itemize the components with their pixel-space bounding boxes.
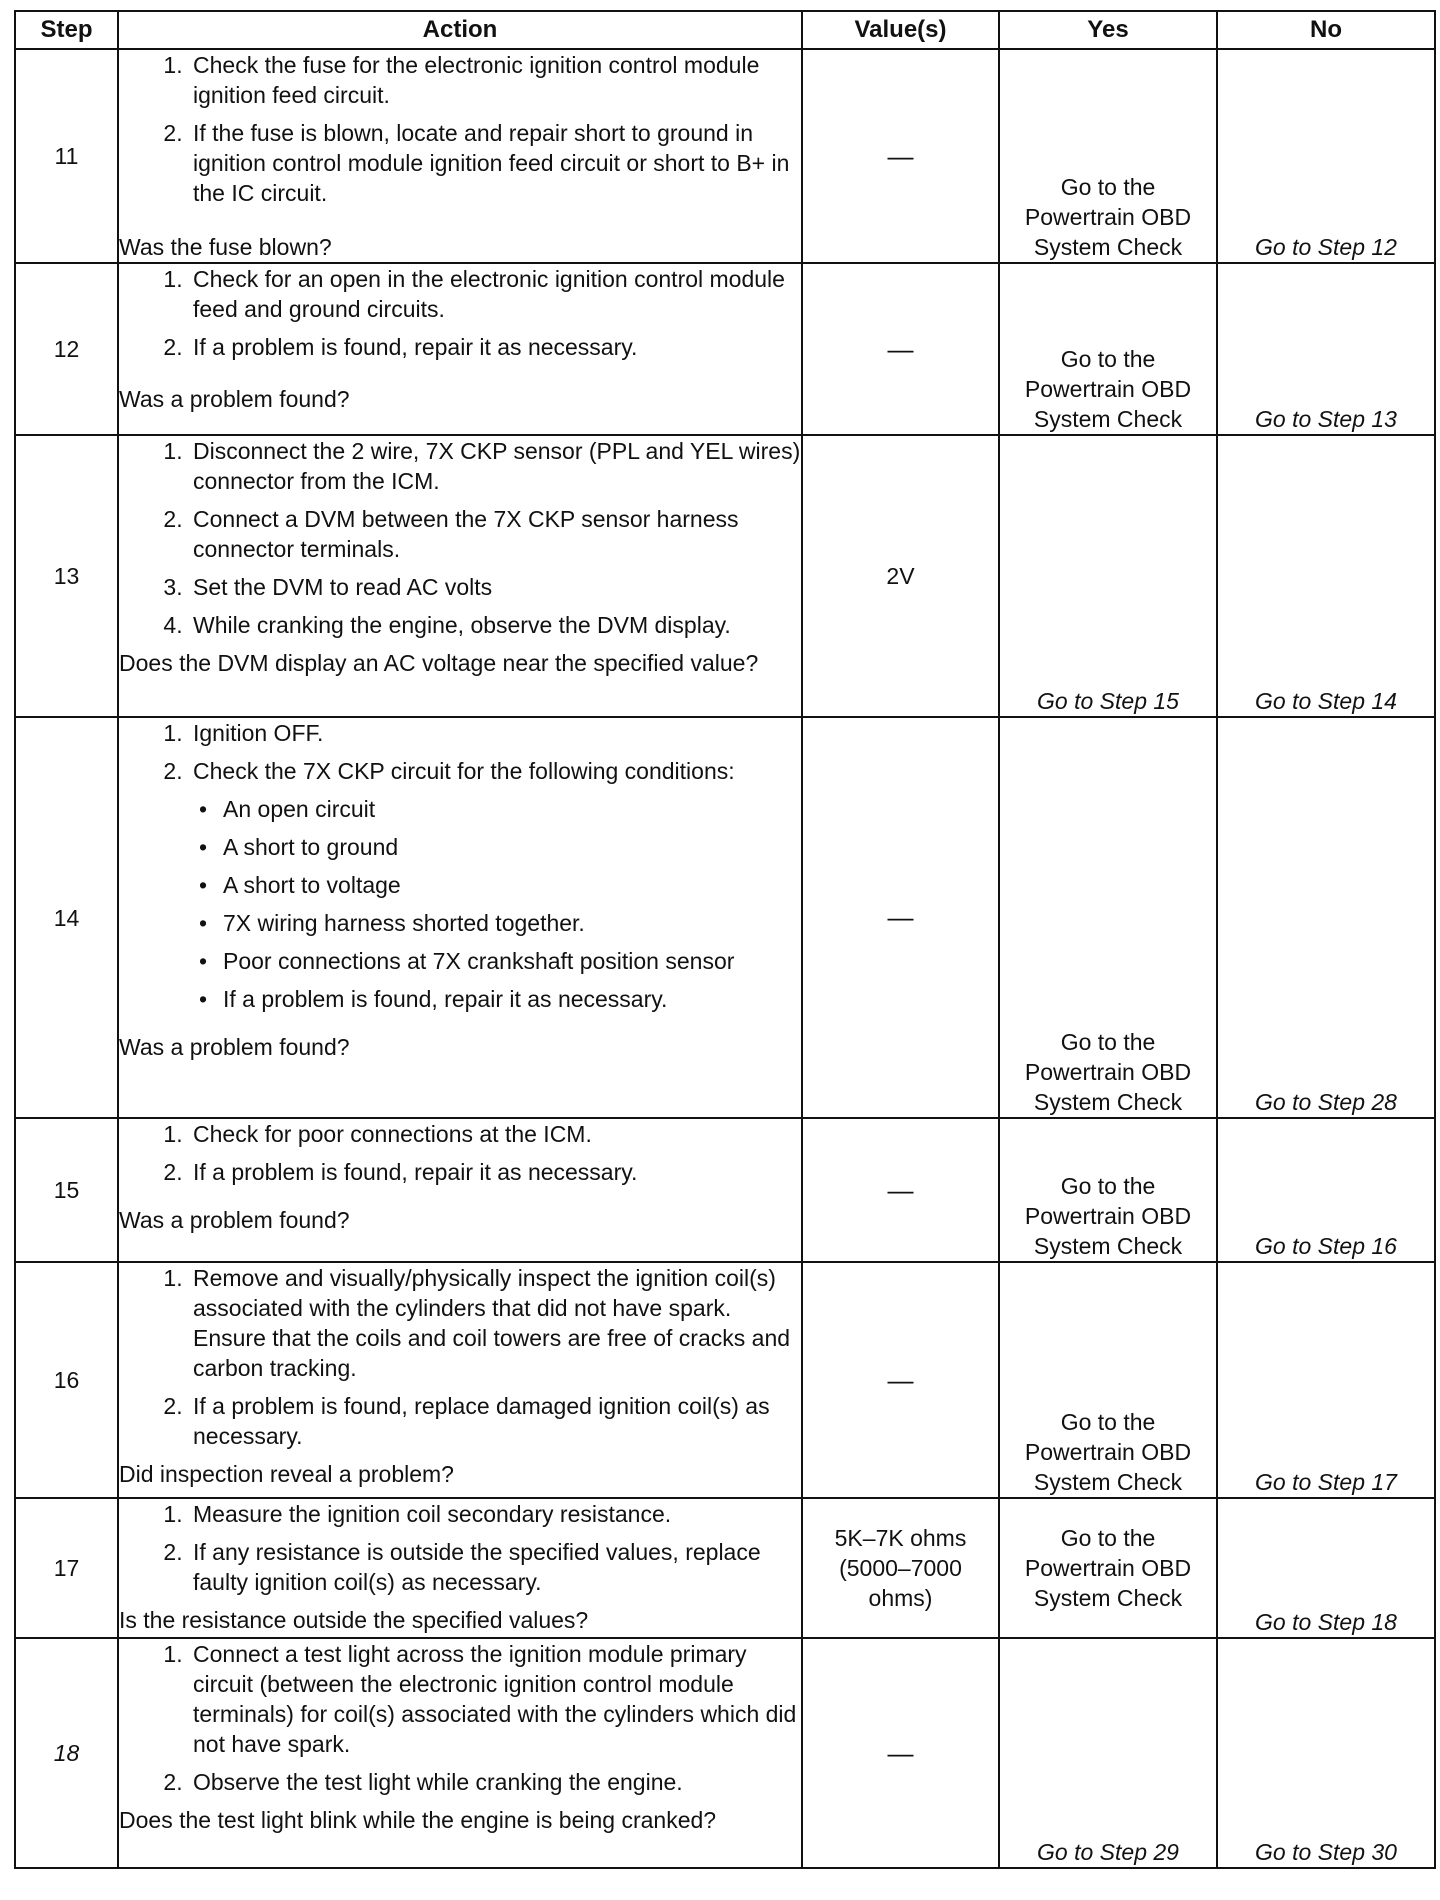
step-number: 12	[15, 263, 118, 435]
action-cell	[118, 435, 802, 717]
action-steps	[119, 1499, 801, 1597]
no-text: Go to Step 16	[1255, 1233, 1397, 1259]
no-text: Go to Step 13	[1255, 406, 1397, 432]
table-row-step-15	[15, 1118, 1435, 1262]
yes-text: Powertrain OBD	[1024, 204, 1192, 230]
yes-text: Powertrain OBD	[1024, 1059, 1192, 1085]
condition-item: • An open circuit	[223, 794, 801, 824]
condition-item: • A short to voltage	[223, 870, 801, 900]
action-step: 2. If a problem is found, replace damaged ignition coil(s) as necessary.	[189, 1391, 801, 1451]
step-number: 11	[15, 49, 118, 263]
value-cell	[802, 1118, 999, 1262]
action-step: 3. Set the DVM to read AC volts	[189, 572, 801, 602]
condition-item: • A short to ground	[223, 832, 801, 862]
no-cell	[1217, 1262, 1435, 1498]
step-number: 16	[15, 1262, 118, 1498]
diagnostic-table	[14, 10, 1436, 1869]
yes-text: Go to the	[1060, 1525, 1156, 1551]
yes-text: Go to the	[1060, 174, 1156, 200]
condition-item: • 7X wiring harness shorted together.	[223, 908, 801, 938]
value-text: —	[887, 902, 914, 932]
action-step: 1. Connect a test light across the ignition module primary circuit (between the electronic ignition control module terminals) for coil(s) associated with the cylinders which did not have spark.	[189, 1639, 801, 1759]
yes-cell	[999, 1262, 1217, 1498]
table-row-step-12	[15, 263, 1435, 435]
yes-text: Go to Step 15	[1037, 688, 1179, 714]
step-number: 13	[15, 435, 118, 717]
value-text: 2V	[886, 563, 915, 589]
yes-cell	[999, 435, 1217, 717]
yes-text: System Check	[1033, 1585, 1183, 1611]
question: Was a problem found?	[119, 1034, 350, 1060]
action-step: 1. Check the fuse for the electronic ignition control module ignition feed circuit.	[189, 50, 801, 110]
question: Does the test light blink while the engine is being cranked?	[119, 1807, 717, 1833]
yes-text: Powertrain OBD	[1024, 1555, 1192, 1581]
value-cell	[802, 1638, 999, 1868]
yes-text: System Check	[1033, 1233, 1183, 1259]
action-step: 1. Disconnect the 2 wire, 7X CKP sensor (PPL and YEL wires) connector from the ICM.	[189, 436, 801, 496]
no-cell	[1217, 263, 1435, 435]
action-step: 1. Remove and visually/physically inspect the ignition coil(s) associated with the cylinders that did not have spark. Ensure that the coils and coil towers are free of cracks and carbon tracking.	[189, 1263, 801, 1383]
action-step: 1. Check for poor connections at the ICM.	[189, 1119, 801, 1149]
yes-text: Go to Step 29	[1037, 1839, 1179, 1865]
table-row-step-16	[15, 1262, 1435, 1498]
action-step: 1. Measure the ignition coil secondary resistance.	[189, 1499, 801, 1529]
no-cell	[1217, 1118, 1435, 1262]
yes-text: System Check	[1033, 1469, 1183, 1495]
action-steps	[119, 436, 801, 640]
action-step: 2. Observe the test light while cranking the engine.	[189, 1767, 801, 1797]
action-cell	[118, 717, 802, 1118]
action-step-text: Check the 7X CKP circuit for the following conditions:	[193, 758, 735, 784]
header-action: Action	[118, 11, 802, 49]
no-text: Go to Step 30	[1255, 1839, 1397, 1865]
no-cell	[1217, 717, 1435, 1118]
value-cell	[802, 1262, 999, 1498]
action-step: 2. Connect a DVM between the 7X CKP sensor harness connector terminals.	[189, 504, 801, 564]
value-cell	[802, 49, 999, 263]
yes-text: Powertrain OBD	[1024, 1203, 1192, 1229]
value-text: —	[887, 333, 914, 364]
action-step: 4. While cranking the engine, observe the DVM display.	[189, 610, 801, 640]
action-cell	[118, 1118, 802, 1262]
no-text: Go to Step 28	[1255, 1089, 1397, 1115]
value-cell	[802, 263, 999, 435]
condition-list	[193, 794, 801, 1014]
no-text: Go to Step 14	[1255, 688, 1397, 714]
diagnostic-table-sheet	[14, 10, 1434, 1869]
no-text: Go to Step 18	[1255, 1609, 1397, 1635]
step-number: 17	[15, 1498, 118, 1638]
header-row	[15, 11, 1435, 49]
yes-cell	[999, 263, 1217, 435]
value-cell	[802, 717, 999, 1118]
table-row-step-18	[15, 1638, 1435, 1868]
action-step: 2. If a problem is found, repair it as necessary.	[189, 1157, 801, 1187]
no-cell	[1217, 1498, 1435, 1638]
question: Did inspection reveal a problem?	[119, 1461, 454, 1487]
action-cell	[118, 1638, 802, 1868]
value-text: ohms)	[868, 1585, 933, 1611]
action-steps	[119, 1119, 801, 1187]
yes-text: System Check	[1033, 1089, 1183, 1115]
condition-item: • If a problem is found, repair it as necessary.	[223, 984, 801, 1014]
question: Does the DVM display an AC voltage near the specified value?	[119, 650, 759, 676]
yes-text: System Check	[1033, 234, 1183, 260]
action-cell	[118, 49, 802, 263]
yes-text: Powertrain OBD	[1024, 1439, 1192, 1465]
yes-cell	[999, 1118, 1217, 1262]
yes-text: Go to the	[1060, 1029, 1156, 1055]
action-steps	[119, 264, 801, 362]
header-yes: Yes	[999, 11, 1217, 49]
yes-text: Go to the	[1060, 1173, 1156, 1199]
action-steps	[119, 50, 801, 208]
no-text: Go to Step 17	[1255, 1469, 1397, 1495]
yes-text: System Check	[1033, 406, 1183, 432]
yes-cell	[999, 49, 1217, 263]
header-no: No	[1217, 11, 1435, 49]
action-steps	[119, 1639, 801, 1797]
no-text: Go to Step 12	[1255, 234, 1397, 260]
action-steps	[119, 1263, 801, 1451]
action-step: 2. If any resistance is outside the specified values, replace faulty ignition coil(s) as necessary.	[189, 1537, 801, 1597]
yes-text: Powertrain OBD	[1024, 376, 1192, 402]
value-text: —	[887, 1364, 914, 1395]
value-text: —	[887, 1737, 914, 1768]
step-number: 18	[15, 1638, 118, 1868]
condition-item: • Poor connections at 7X crankshaft position sensor	[223, 946, 801, 976]
header-step: Step	[15, 11, 118, 49]
action-step: 2. If the fuse is blown, locate and repair short to ground in ignition control module ignition feed circuit or short to B+ in the IC circuit.	[189, 118, 801, 208]
action-step: 1. Check for an open in the electronic ignition control module feed and ground circuits.	[189, 264, 801, 324]
no-cell	[1217, 1638, 1435, 1868]
no-cell	[1217, 49, 1435, 263]
yes-cell	[999, 1498, 1217, 1638]
value-text: —	[887, 140, 914, 171]
step-number: 15	[15, 1118, 118, 1262]
question: Is the resistance outside the specified values?	[119, 1607, 589, 1633]
yes-cell	[999, 1638, 1217, 1868]
action-cell	[118, 1498, 802, 1638]
value-text: (5000–7000	[839, 1555, 962, 1581]
action-cell	[118, 263, 802, 435]
question: Was a problem found?	[119, 1207, 350, 1233]
yes-cell	[999, 717, 1217, 1118]
table-row-step-14	[15, 717, 1435, 1118]
yes-text: Go to the	[1060, 346, 1156, 372]
value-text: —	[887, 1174, 914, 1205]
yes-text: Go to the	[1060, 1409, 1156, 1435]
no-cell	[1217, 435, 1435, 717]
table-row-step-11	[15, 49, 1435, 263]
action-step: 1. Ignition OFF.	[189, 718, 801, 748]
header-values: Value(s)	[802, 11, 999, 49]
action-steps	[119, 718, 801, 1014]
action-cell	[118, 1262, 802, 1498]
value-cell	[802, 435, 999, 717]
question: Was a problem found?	[119, 386, 350, 412]
value-text: 5K–7K ohms	[834, 1525, 967, 1551]
table-row-step-17	[15, 1498, 1435, 1638]
action-step	[189, 756, 801, 1014]
action-step: 2. If a problem is found, repair it as necessary.	[189, 332, 801, 362]
table-row-step-13	[15, 435, 1435, 717]
value-cell	[802, 1498, 999, 1638]
question: Was the fuse blown?	[119, 234, 332, 260]
step-number: 14	[15, 717, 118, 1118]
